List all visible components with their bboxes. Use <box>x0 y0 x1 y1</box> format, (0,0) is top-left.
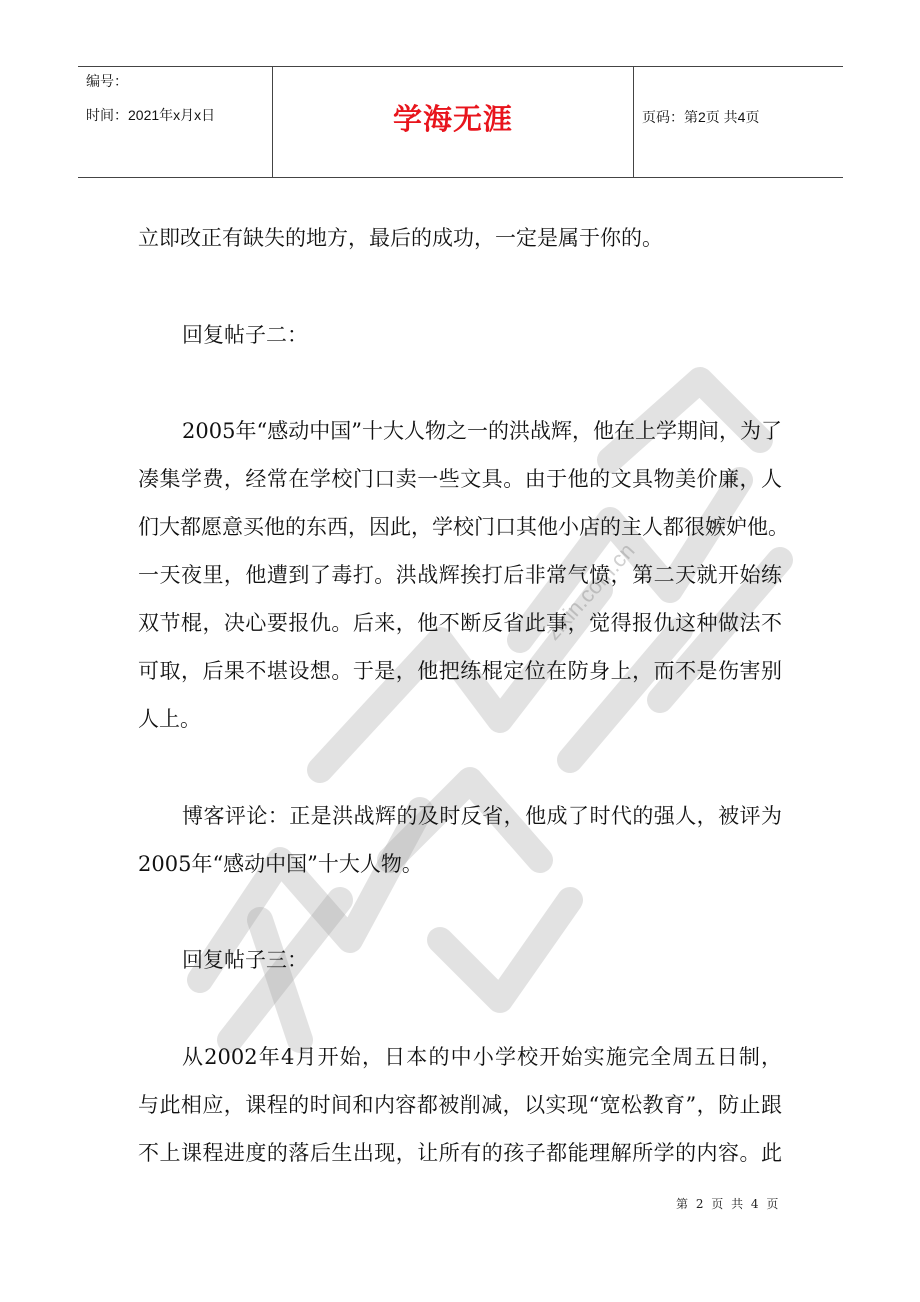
paragraph-line: 凑集学费，经常在学校门口卖一些文具。由于他的文具物美价廉，人 <box>138 467 782 491</box>
paragraph-line: 从2002年4月开始，日本的中小学校开始实施完全周五日制， <box>182 1045 782 1069</box>
header-right-cell <box>634 67 843 177</box>
paragraph-line: 们大都愿意买他的东西，因此，学校门口其他小店的主人都很嫉妒他。 <box>138 515 789 539</box>
header-brand-cell <box>272 67 634 177</box>
page-footer: 第 2 页 共 4 页 <box>676 1197 781 1211</box>
paragraph-line: 人上。 <box>138 707 201 731</box>
paragraph-line: 博客评论：正是洪战辉的及时反省，他成了时代的强人，被评为 <box>182 804 782 828</box>
page-number-label: 页码：第2页 共4页 <box>642 109 760 125</box>
document-number-label: 编号： <box>86 73 128 89</box>
section-heading: 回复帖子三： <box>182 948 308 972</box>
paragraph-line: 双节棍，决心要报仇。后来，他不断反省此事，觉得报仇这种做法不 <box>138 611 782 635</box>
paragraph-line: 不上课程进度的落后生出现，让所有的孩子都能理解所学的内容。此 <box>138 1141 782 1165</box>
paragraph-line: 2005年“感动中国”十大人物。 <box>138 852 423 876</box>
paragraph-line: 2005年“感动中国”十大人物之一的洪战辉，他在上学期间，为了 <box>182 419 782 443</box>
section-heading: 回复帖子二： <box>182 323 308 347</box>
paragraph-line: 立即改正有缺失的地方，最后的成功，一定是属于你的。 <box>138 226 663 250</box>
paragraph-line: 一天夜里，他遭到了毒打。洪战辉挨打后非常气愤，第二天就开始练 <box>138 563 782 587</box>
document-time-label: 时间：2021年x月x日 <box>86 107 216 123</box>
paragraph-line: 与此相应，课程的时间和内容都被削减，以实现“宽松教育”，防止跟 <box>138 1093 782 1117</box>
paragraph-line: 可取，后果不堪设想。于是，他把练棍定位在防身上，而不是伤害别 <box>138 659 782 683</box>
header-left-cell <box>78 67 272 177</box>
watermark-text: zixin.com.cn <box>540 538 640 645</box>
brand-title: 学海无涯 <box>392 102 513 136</box>
document-header <box>78 66 843 178</box>
